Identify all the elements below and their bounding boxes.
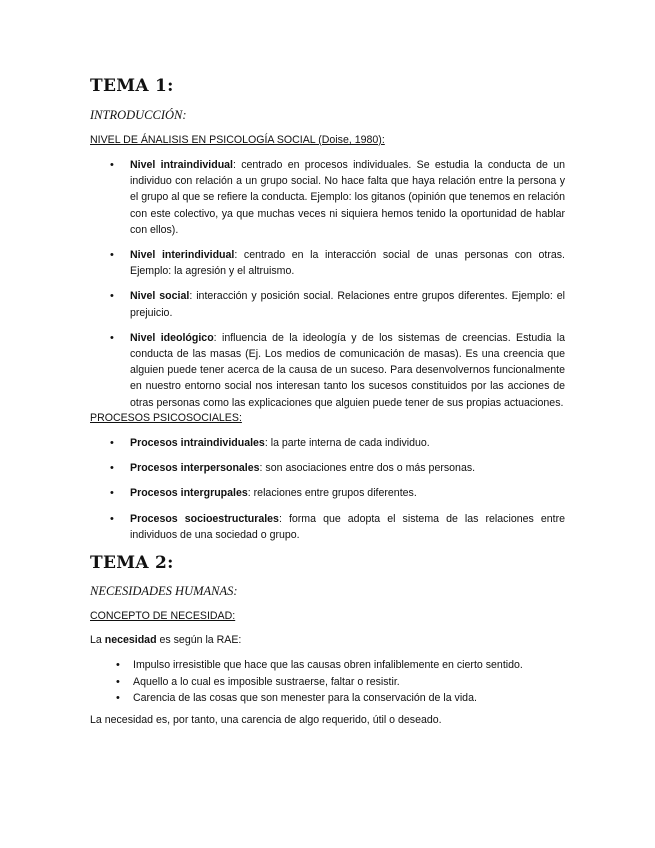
intro-term: necesidad (104, 634, 157, 646)
niveles-list (90, 157, 565, 411)
bullet-icon: • (116, 659, 120, 671)
nivel-term: Nivel intraindividual (130, 159, 233, 171)
necesidad-conclusion: La necesidad es, por tanto, una carencia de algo requerido, útil o deseado. (90, 714, 442, 726)
procesos-list (90, 435, 565, 543)
bullet-icon: • (110, 331, 114, 344)
tema-1-title: TEMA 1: (90, 76, 174, 96)
proceso-text: : relaciones entre grupos diferentes. (247, 487, 417, 500)
necesidad-intro (90, 634, 241, 646)
nivel-analisis-heading: NIVEL DE ÁNALISIS EN PSICOLOGÍA SOCIAL (Doise, 1980): (90, 134, 385, 146)
bullet-icon: • (110, 512, 114, 525)
nivel-term: Nivel interindividual (130, 249, 235, 262)
bullet-icon: • (110, 437, 114, 449)
list-item (90, 657, 565, 674)
proceso-text: : son asociaciones entre dos o más personas. (259, 462, 476, 475)
list-item (90, 485, 565, 501)
tema-2-title: TEMA 2: (90, 553, 174, 573)
bullet-icon: • (110, 487, 114, 500)
procesos-heading: PROCESOS PSICOSOCIALES: (90, 412, 242, 424)
rae-item-text: Carencia de las cosas que son menester para la conservación de la vida. (133, 692, 477, 704)
nivel-text: : centrado en la interacción social de unas personas con otras. Ejemplo: la agresión y el altruismo. (130, 249, 565, 278)
proceso-text: : la parte interna de cada individuo. (264, 437, 430, 449)
proceso-term: Procesos interpersonales (130, 462, 260, 475)
list-item (90, 511, 565, 543)
list-item (90, 330, 565, 411)
concepto-heading: CONCEPTO DE NECESIDAD: (90, 610, 236, 622)
list-item (90, 690, 565, 707)
proceso-term: Procesos intergrupales (130, 487, 248, 500)
list-item (90, 157, 565, 238)
list-item (90, 460, 565, 476)
rae-list (90, 657, 565, 707)
list-item (90, 674, 565, 691)
necesidades-heading: NECESIDADES HUMANAS: (90, 584, 238, 598)
list-item (90, 247, 565, 279)
bullet-icon: • (110, 462, 114, 475)
bullet-icon: • (110, 290, 114, 303)
proceso-term: Procesos socioestructurales (130, 512, 279, 525)
nivel-text: : influencia de la ideología y de los sistemas de creencias. Estudia la conducta de las masas (Ej. Los medios de comunicación de masas). Es una creencia que alguien puede tener acerca de la causa de un suceso. Para desenvolvernos funcionalmente en nuestro entorno social nos interesan tanto los sucesos constituidos por las acciones de otras personas como las explicaciones que alguien puede tener de sus propias actuaciones. (130, 331, 565, 409)
nivel-text: : interacción y posición social. Relaciones entre grupos diferentes. Ejemplo: el prejuicio. (130, 290, 566, 319)
list-item (90, 435, 565, 451)
bullet-icon: • (110, 249, 114, 262)
proceso-term: Procesos intraindividuales (130, 437, 265, 449)
nivel-term: Nivel social (130, 290, 190, 303)
intro-prefix: La (90, 634, 105, 646)
bullet-icon: • (110, 159, 114, 171)
introduccion-heading: INTRODUCCIÓN: (90, 108, 187, 122)
bullet-icon: • (116, 675, 120, 688)
proceso-text: : forma que adopta el sistema de las relaciones entre individuos de una sociedad o grupo. (130, 512, 565, 541)
list-item (90, 288, 565, 320)
nivel-term: Nivel ideológico (130, 331, 214, 344)
nivel-text: : centrado en procesos individuales. Se estudia la conducta de un individuo con relación a un grupo social. No hace falta que haya relación entre la persona y el grupo al que se refiere la conducta. Ejemplo: los gitanos (opinión que tenemos en relación con este colectivo, ya que muchas veces ni siquiera hemos tenido la oportunidad de hablar con ellos). (130, 159, 565, 236)
rae-item-text: Impulso irresistible que hace que las causas obren infaliblemente en cierto sentido. (133, 659, 523, 671)
bullet-icon: • (116, 692, 120, 704)
intro-suffix: es según la RAE: (156, 634, 242, 646)
rae-item-text: Aquello a lo cual es imposible sustraerse, faltar o resistir. (133, 675, 400, 688)
